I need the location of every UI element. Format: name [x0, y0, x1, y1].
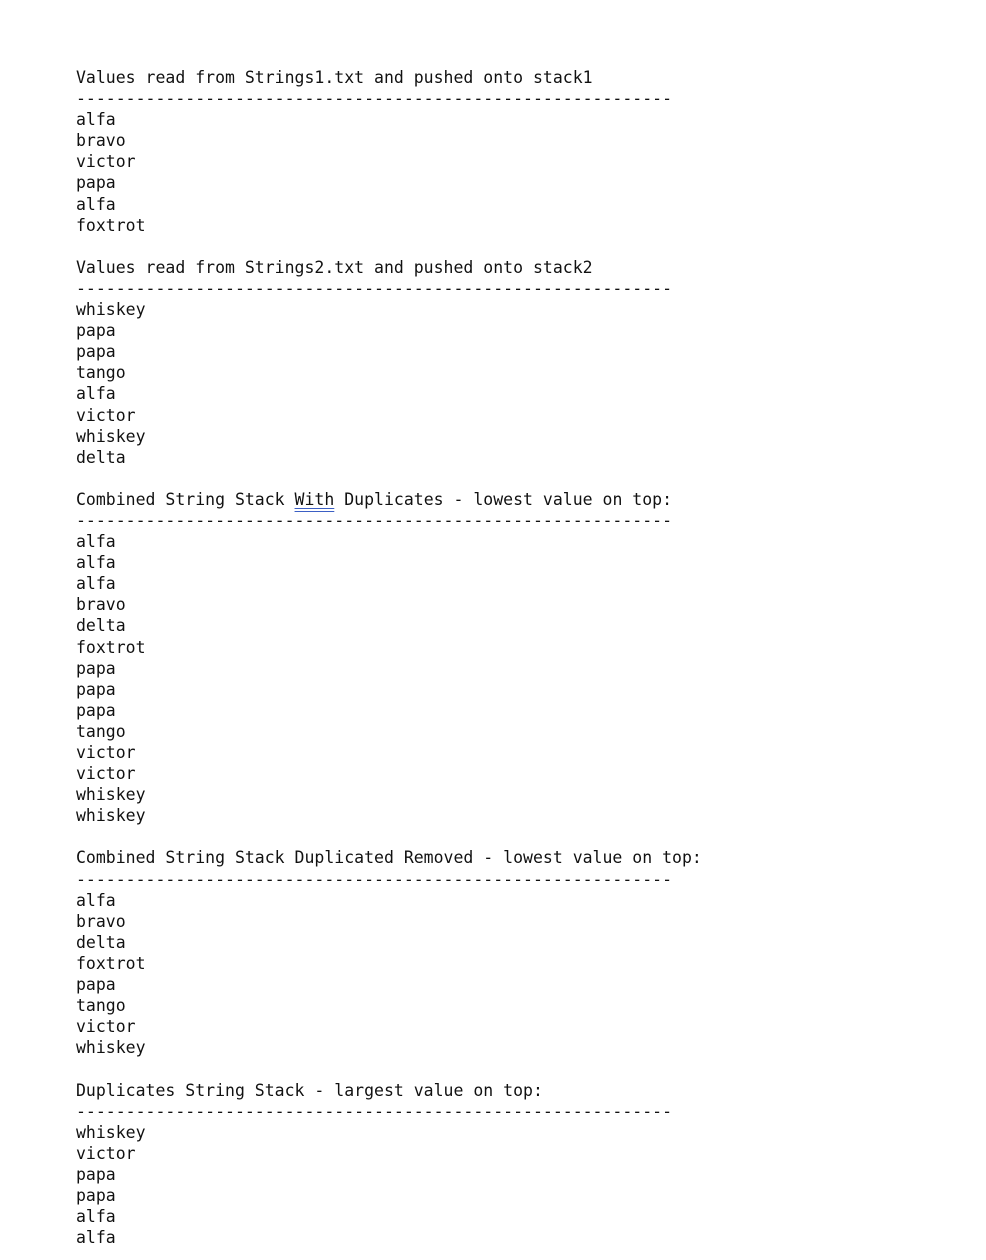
section-heading: Combined String Stack With Duplicates - lowest value on top: [76, 489, 673, 509]
section-combined-with-duplicates [76, 489, 956, 827]
divider-rule: ------------------------------------------------------------ [76, 89, 673, 109]
section-heading: Combined String Stack Duplicated Removed - lowest value on top: [76, 848, 702, 868]
list-item: victor [76, 743, 136, 762]
list-item: victor [76, 152, 136, 172]
divider-rule: ------------------------------------------------------------ [76, 1101, 673, 1121]
list-item: papa [76, 342, 116, 362]
blank-line [76, 468, 956, 489]
list-item: tango [76, 363, 126, 383]
list-item: bravo [76, 595, 126, 615]
list-item: alfa [76, 1207, 116, 1227]
blank-line [76, 1058, 956, 1079]
list-item: papa [76, 1164, 116, 1184]
list-item: alfa [76, 1228, 116, 1248]
list-item: foxtrot [76, 637, 146, 657]
list-item: papa [76, 700, 116, 720]
list-item: papa [76, 658, 116, 678]
divider-rule: ------------------------------------------------------------ [76, 510, 673, 530]
list-item: victor [76, 1143, 136, 1163]
divider-rule: ------------------------------------------------------------ [76, 278, 673, 298]
list-item: foxtrot [76, 953, 146, 973]
list-item: bravo [76, 911, 126, 931]
list-item: delta [76, 932, 126, 952]
list-item: alfa [76, 532, 116, 552]
list-item: tango [76, 996, 126, 1016]
list-item: tango [76, 721, 126, 741]
list-item: alfa [76, 384, 116, 404]
section-heading: Values read from Strings1.txt and pushed onto stack1 [76, 68, 593, 87]
list-item: bravo [76, 131, 126, 151]
list-item: whiskey [76, 426, 146, 446]
list-item: alfa [76, 890, 116, 910]
list-item: delta [76, 447, 126, 467]
section-stack2 [76, 257, 956, 468]
list-item: alfa [76, 574, 116, 594]
blank-line [76, 826, 956, 847]
list-item: whiskey [76, 1122, 146, 1142]
list-item: whiskey [76, 785, 146, 805]
section-combined-duplicates-removed [76, 847, 956, 1058]
list-item: victor [76, 1017, 136, 1037]
list-item: papa [76, 679, 116, 699]
list-item: foxtrot [76, 215, 146, 235]
list-item: alfa [76, 194, 116, 214]
list-item: delta [76, 616, 126, 636]
section-heading: Values read from Strings2.txt and pushed onto stack2 [76, 257, 593, 277]
list-item: papa [76, 321, 116, 341]
list-item: papa [76, 173, 116, 193]
list-item: whiskey [76, 806, 146, 826]
section-heading: Duplicates String Stack - largest value on top: [76, 1080, 543, 1100]
list-item: alfa [76, 553, 116, 573]
list-item: papa [76, 1185, 116, 1205]
list-item: victor [76, 405, 136, 425]
list-item: papa [76, 975, 116, 995]
divider-rule: ------------------------------------------------------------ [76, 869, 673, 889]
list-item: victor [76, 764, 136, 784]
section-duplicates-stack [76, 1080, 956, 1249]
list-item: whiskey [76, 300, 146, 320]
list-item: alfa [76, 110, 116, 130]
list-item: whiskey [76, 1038, 146, 1058]
document-page [76, 67, 956, 1248]
section-stack1 [76, 67, 956, 236]
blank-line [76, 236, 956, 257]
spellcheck-flagged-word[interactable]: With [294, 489, 335, 509]
